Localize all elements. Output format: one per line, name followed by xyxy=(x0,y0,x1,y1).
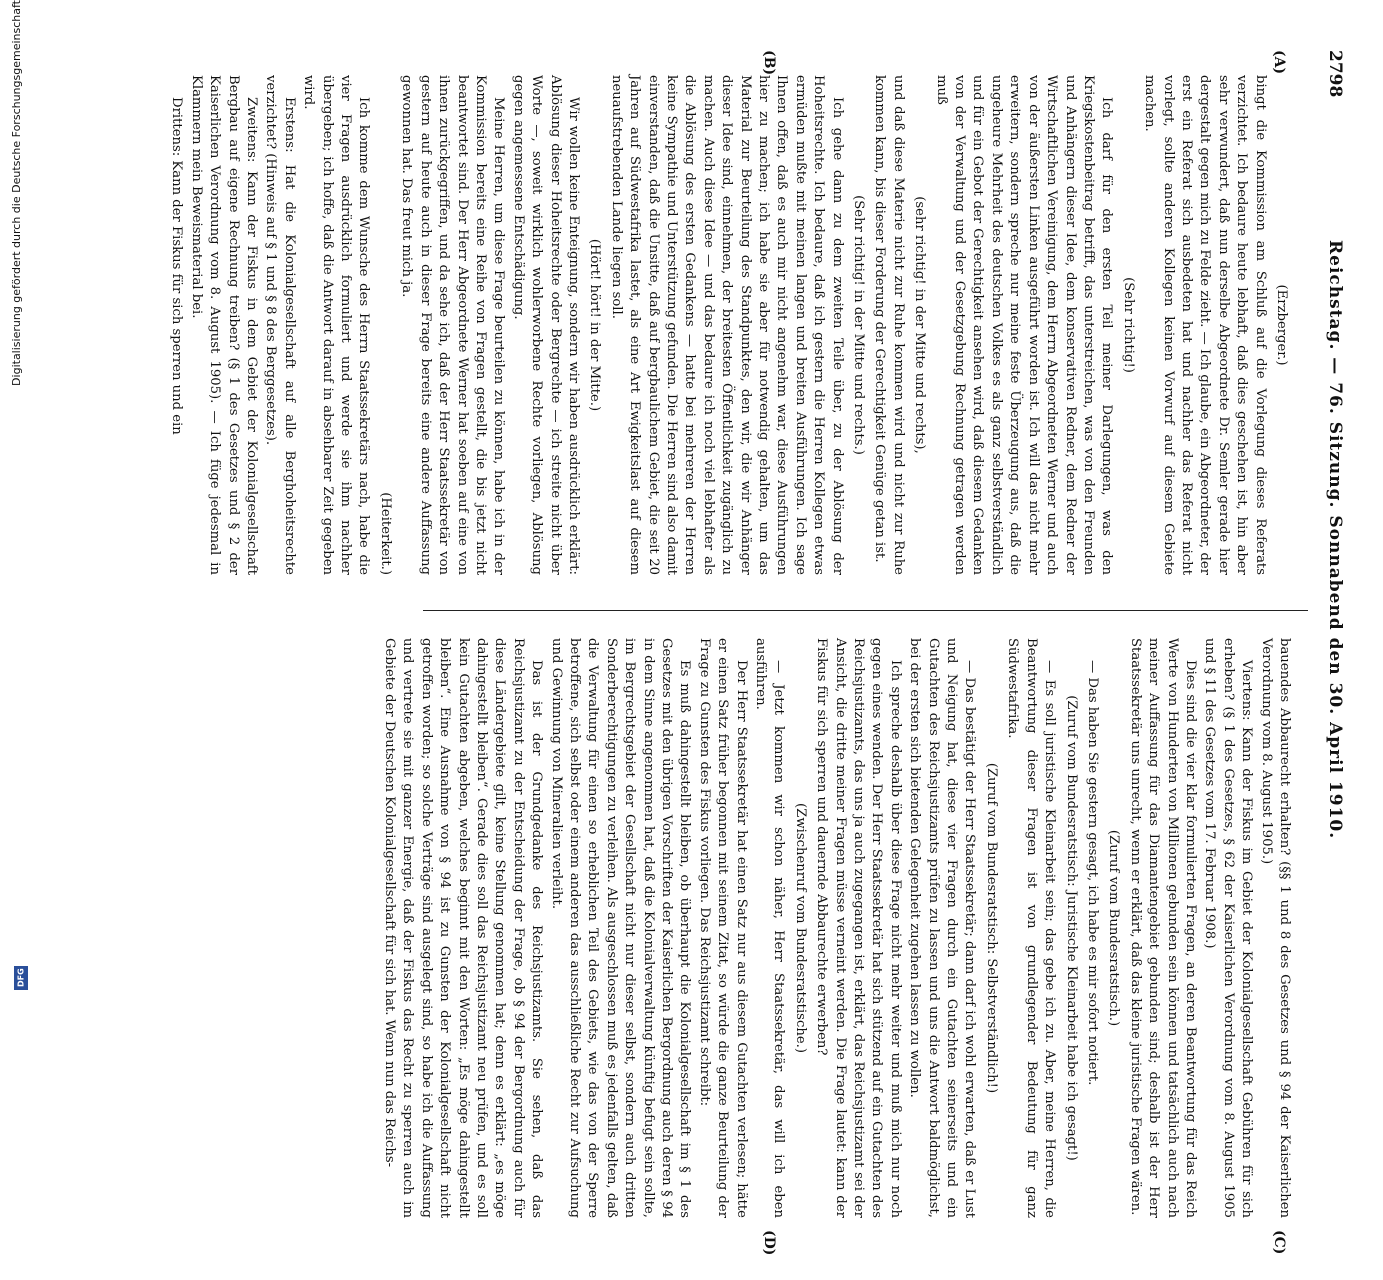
margin-marker-b: (B) xyxy=(761,50,777,76)
interjection-note: (Zwischenruf vom Bundesratstische.) xyxy=(792,803,808,1053)
interjection-note: (Zuruf vom Bundesratstisch: Selbstverständlich!) xyxy=(983,762,999,1094)
paragraph: bauendes Abbaurecht erhalten? (§§ 1 und 8 des Gesetzes und § 94 der Kaiserlichen Verordnung vom 8. August 1905.) xyxy=(1258,638,1292,1218)
paragraph: Zweitens: Kann der Fiskus in dem Gebiet der Kolonialgesellschaft Bergbau auf eigene Rechnung treiben? (§ 1 des Gesetzes und § 2 der Kaiserlichen Verordnung vom 8. August 1905). — Ich füge jedesmal in Klammern mein Beweismaterial bei. xyxy=(188,75,260,575)
paragraph: bingt die Kommission am Schluß auf die Vorlegung dieses Referats verzichtet. Ich bedaure heute lebhaft, daß dies geschehen ist, hin aber sehr verwundert, daß nun derselbe Abgeordnete Dr. Semler gerade hier dergestalt gegen mich zu Felde zieht. — Ich glaube, ein Abgeordneter, der erst ein Referat sich ausbedeten hat und nachher das Referat nicht vorlegt, sollte anderen Kollegen keinen Vorwurf auf diesem Gebiete machen. xyxy=(1142,75,1268,575)
left-column xyxy=(169,75,1293,575)
paragraph: Der Herr Staatssekretär hat einen Satz nur aus diesem Gutachten verlesen; hätte er einen Satz früher begonnen mit seinem Zitat, so würde die ganze Beurteilung der Frage zu Gunsten des Fiskus vorliegen. Das Reichsjustizamt schreibt: xyxy=(696,638,749,1218)
paragraph: Ich komme dem Wunsche des Herrn Staatssekretärs nach, habe die vier Fragen ausdrücklich formuliert und werde sie ihm nachher übergeben; ich hoffe, daß die Antwort darauf in absehbarer Zeit gegeben wird. xyxy=(301,75,372,575)
interjection-note: (Heiterkeit.) xyxy=(377,492,393,575)
page-number: 2798 xyxy=(1325,50,1345,98)
paragraph: und daß diese Materie nicht zur Ruhe kommen wird und nicht zur Ruhe kommen kann, bis dieser Forderung der Gerechtigkeit Genüge getan ist. xyxy=(872,75,906,575)
interjection-note: (sehr richtig! in der Mitte und rechts), xyxy=(912,196,928,454)
interjection-note: (Zuruf vom Bundesratstisch: Juristische Kleinarbeit habe ich gesagt!) xyxy=(1063,695,1079,1161)
column-divider xyxy=(423,610,1308,611)
paragraph: Wir wollen keine Enteignung, sondern wir haben ausdrücklich erklärt: Ablösung dieser Hoheitsrechte oder Bergrechte — ich streite nicht über Worte —, soweit wirklich wohlerworbene Rechte vorliegen, Ablösung gegen angemessene Entschädigung. xyxy=(510,75,581,575)
interjection-note: (Sehr richtig!) xyxy=(1120,277,1136,373)
paragraph: Es muß dahingestellt bleiben, ob überhaupt die Kolonialgesellschaft im § 1 des Gesetzes mit den übrigen Vorschriften der Kaiserlichen Bergordnung auch deren § 94 in dem Sinne angenommen hat, daß die Kolonialverwaltung künftig befugt sein sollte, im Bergrechtsgebiet der Gesellschaft nicht nur dieser selbst, sondern auch dritten Sonderberechtigungen zu verleihen. Als ausgeschlossen muß es jedenfalls gelten, daß die Verwaltung für einen so erheblichen Teil des Gebiets, wie das von der Sperre betroffene, sich selbst oder einem anderen das ausschließliche Recht zur Aufsuchung und Gewinnung von Mineralien verleiht. xyxy=(548,638,693,1218)
interjection-note: (Erzberger.) xyxy=(1274,284,1289,366)
margin-marker-c: (C) xyxy=(1271,1230,1287,1255)
paragraph: — Das bestätigt der Herr Staatssekretär; dann darf ich wohl erwarten, daß er Lust und Neigung hat, diese vier Fragen durch ein Gutachten seinerseits und ein Gutachten des Reichsjustizamts prüfen zu lassen und uns die Antwort baldmöglichst, bei der ersten sich bietenden Gelegenheit zugehen lassen zu wollen. xyxy=(907,638,978,1218)
page-title: Reichstag. — 76. Sitzung. Sonnabend den 30. April 1910. xyxy=(1325,240,1345,840)
paragraph: — Jetzt kommen wir schon näher, Herr Staatssekretär, das will ich eben ausführen. xyxy=(753,638,787,1218)
credit-text: Digitalisierung gefördert durch die Deutsche Forschungsgemeinschaft xyxy=(10,0,23,386)
interjection-note: (Hört! hört! in der Mitte.) xyxy=(587,238,603,412)
right-column xyxy=(381,638,1293,1218)
paragraph: Viertens: Kann der Fiskus im Gebiet der Kolonialgesellschaft Gebühren für sich erheben? (§ 1 des Gesetzes, § 62 der Kaiserlichen Verordnung vom 8. August 1905 und § 11 des Gesetzes vom 17. Februar 1908.) xyxy=(1202,638,1255,1218)
paragraph: Ich spreche deshalb über diese Frage nicht mehr weiter und muß mich nur noch gegen eines wenden. Der Herr Staatssekretär hat sich stützend auf ein Gutachten des Reichsjustizamts, das uns ja auch zugegangen ist, erklärt, das Reichsjustizamt sei der Ansicht, die dritte meiner Fragen müsse verneint werden. Die Frage lautet: kann der Fiskus für sich sperren und dauernde Abbaurechte erwerben? xyxy=(814,638,903,1218)
interjection-note: (Sehr richtig! in der Mitte und rechts.) xyxy=(851,195,867,455)
paragraph: Das ist der Grundgedanke des Reichsjustizamts. Sie sehen, daß das Reichsjustizamt zu der Entscheidung der Frage, ob § 94 der Bergordnung auch für diese Ländergebiete gilt, keine Stellung genommen hat; denn es erklärt: „es möge dahingestellt bleiben“. Gerade dies soll das Reichsjustizamt neu prüfen, und es soll kein Gutachten abgeben, welches beginnt mit den Worten: „Es möge dahingestellt bleiben“. Eine Ausnahme von § 94 ist zu Gunsten der Kolonialgesellschaft nicht getroffen worden; so solche Verträge sind ausgelegt sind, so habe ich die Auffassung und vertrete sie mit ganzer Energie, daß der Fiskus das Recht zu sperren auch im Gebiete der Deutschen Kolonialgesellschaft für sich hat. Wenn nun das Reichs- xyxy=(381,638,545,1218)
paragraph: Erstens: Hat die Kolonialgesellschaft auf alle Berghoheitsrechte verzichtet? (Hinweis auf § 1 und § 8 des Berggesetzes). xyxy=(263,75,297,575)
paragraph: Ich darf für den ersten Teil meiner Darlegungen, was den Kriegskostenbeitrag betrifft, das unterstreichen, was von den Freunden und Anhängern dieser Idee, dem konservativen Redner, dem Redner der Wirtschaftlichen Vereinigung, dem Herrn Abgeordneten Werner und auch von der äußersten Linken ausgeführt worden ist. Ich will das nicht mehr erweitern, sondern spreche nur meine feste Überzeugung aus, daß die ungeheure Mehrheit des deutschen Volkes es als ganz selbstverständlich und für ein Gebot der Gerechtigkeit ansehen wird, daß diesem Gedanken von der Verwaltung und der Gesetzgebung Rechnung getragen werden muß xyxy=(933,75,1115,575)
paragraph: Ich gehe dann zu dem zweiten Teile über, zu der Ablösung der Hoheitsrechte. Ich bedaure, daß ich gestern die Herren Kollegen etwas ermüden mußte mit meinen langen und breiten Ausführungen. Ich sage Ihnen offen, daß es auch mir nicht angenehm war, diese Ausführungen hier zu machen; ich habe sie aber für notwendig gehalten, um das Material zur Beurteilung des Standpunktes, den wir, die wir Anhänger dieser Idee sind, einnehmen, der breitesten Öffentlichkeit zugänglich zu machen. Auch diese Idee — und das bedaure ich noch viel lebhafter als die Ablösung des ersten Gedankens — hatte bei mehreren der Herren keine Sympathie und Unterstützung gefunden. Die Herren sind also damit einverstanden, daß die Unsitte, daß auf bergbaulichem Gebiet, die seit 20 Jahren auf Südwestafrika lastet, als eine Art Ewigkeitslast auf diesem neuaufstrebenden Lande liegen soll. xyxy=(608,75,845,575)
interjection-note: (Zuruf vom Bundesratstisch.) xyxy=(1106,829,1122,1027)
dfg-logo: DFG xyxy=(14,966,28,990)
digitization-credit xyxy=(10,0,30,1000)
paragraph: — Das haben Sie gestern gesagt, ich habe es mir sofort notiert. xyxy=(1084,660,1100,1086)
paragraph: Drittens: Kann der Fiskus für sich sperren und ein xyxy=(169,97,185,435)
margin-marker-d: (D) xyxy=(761,1230,777,1256)
paragraph: — Es soll juristische Kleinarbeit sein; das gebe ich zu. Aber, meine Herren, die Beantwortung dieser Fragen ist von grundlegender Bedeutung für ganz Südwestafrika. xyxy=(1005,638,1058,1218)
paragraph: Meine Herren, um diese Frage beurteilen zu können, habe ich in der Kommission bereits eine Reihe von Fragen gestellt, die bis jetzt nicht beantwortet sind. Der Herr Abgeordnete Werner hat soeben auf eine von ihnen zurückgegriffen, und da sehe ich, daß der Herr Staatssekretär von gestern auf heute auch in dieser Frage bereits eine andere Auffassung gewonnen hat. Das freut mich ja. xyxy=(399,75,507,575)
page-header xyxy=(1315,50,1345,1280)
paragraph: Dies sind die vier klar formulierten Fragen, an deren Beantwortung für das Reich Werte von Hunderten von Millionen gebunden sein können und tatsächlich auch nach meiner Auffassung für das Diamantengebiet gebunden sind; deshalb ist der Herr Staatssekretär uns unrecht, wenn er erklärt, daß das kleine juristische Fragen wären. xyxy=(1127,638,1198,1218)
margin-marker-a: (A) xyxy=(1271,50,1287,75)
